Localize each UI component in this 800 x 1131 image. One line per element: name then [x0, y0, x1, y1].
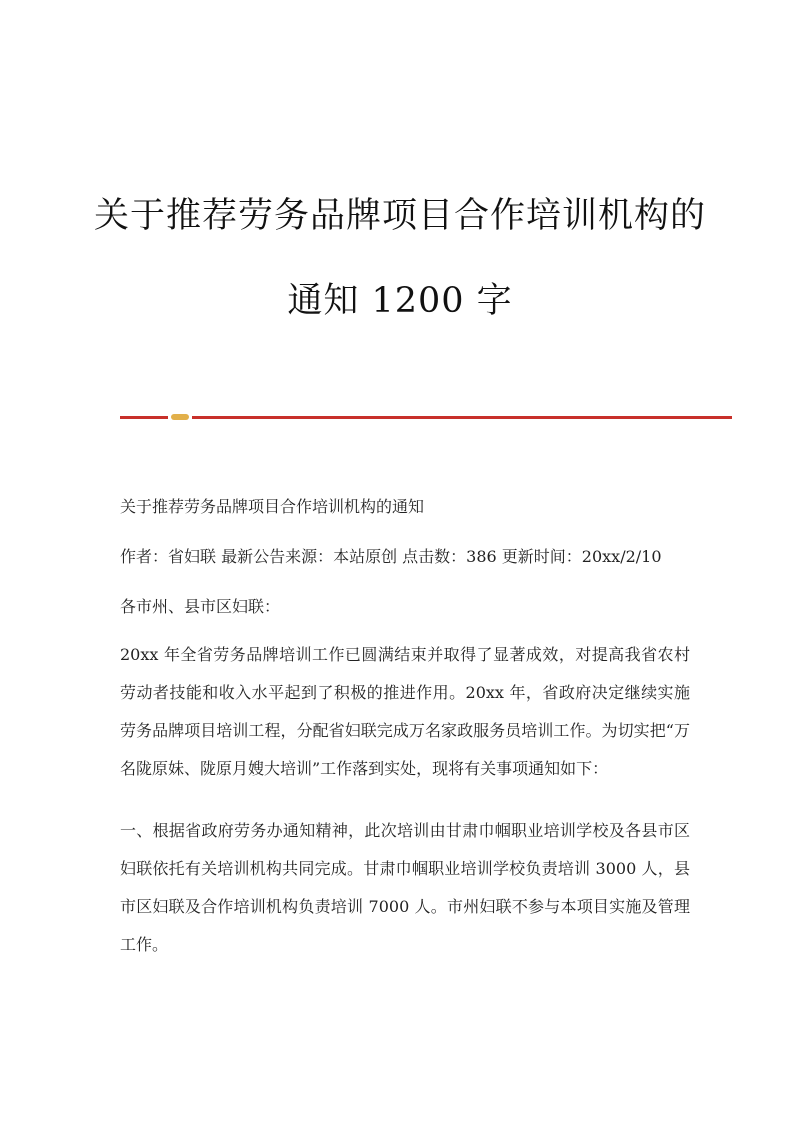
divider-bar-right — [192, 416, 732, 419]
salutation: 各市州、县市区妇联： — [120, 597, 281, 616]
divider-ornament-icon — [171, 414, 189, 420]
divider-bar-left — [120, 416, 168, 419]
paragraph-1: 20xx 年全省劳务品牌培训工作已圆满结束并取得了显著成效，对提高我省农村劳动者技能和收入水平起到了积极的推进作用。20xx 年，省政府决定继续实施劳务品牌项目培训工程，分配省妇联完成万名家政服务员培训工作。为切实把“万名陇原妹、陇原月嫂大培训”工作落到实处，现将有关事项通知如下： — [120, 645, 690, 778]
article-heading: 关于推荐劳务品牌项目合作培训机构的通知 — [120, 497, 425, 516]
title-divider — [120, 414, 732, 420]
article-meta: 作者：省妇联 最新公告来源：本站原创 点击数：386 更新时间：20xx/2/10 — [120, 547, 662, 566]
document-title-line-1: 关于推荐劳务品牌项目合作培训机构的 — [93, 196, 706, 236]
document-title-line-2: 通知 1200 字 — [287, 281, 513, 321]
paragraph-2: 一、根据省政府劳务办通知精神，此次培训由甘肃巾帼职业培训学校及各县市区妇联依托有关培训机构共同完成。甘肃巾帼职业培训学校负责培训 3000 人，县市区妇联及合作培训机构负责培训 7000 人。市州妇联不参与本项目实施及管理工作。 — [120, 821, 690, 954]
